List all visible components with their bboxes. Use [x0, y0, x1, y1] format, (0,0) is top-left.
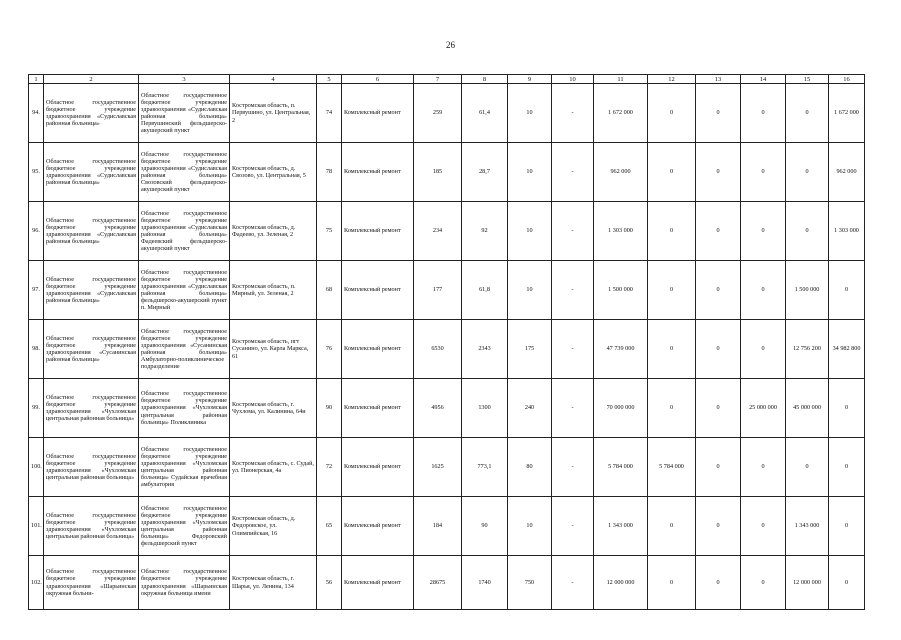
- work-type-cell: Комплексный ремонт: [342, 261, 414, 320]
- work-type-cell: Комплексный ремонт: [342, 84, 414, 143]
- address-cell: Костромская область, п. Первушино, ул. Центральная, 2: [230, 84, 317, 143]
- value-cell-13: 0: [696, 143, 741, 202]
- row-number: 101.: [29, 497, 44, 556]
- value-cell-9: 10: [508, 497, 552, 556]
- facility-cell: Областное государственное бюджетное учреждение здравоохранения «Судиславская районная больница» Свозовский фельдшерско-акушерский пункт: [139, 143, 230, 202]
- address-cell: Костромская область, с. Судай, ул. Пионерская, 4а: [230, 438, 317, 497]
- value-cell-9: 10: [508, 143, 552, 202]
- value-cell-8: 92: [462, 202, 508, 261]
- value-cell-12: 0: [648, 556, 696, 610]
- work-type-cell: Комплексный ремонт: [342, 438, 414, 497]
- institution-cell: Областное государственное бюджетное учреждение здравоохранения «Сусанинская районная больница»: [44, 320, 139, 379]
- value-cell-5: 78: [317, 143, 342, 202]
- register-table: [28, 74, 865, 610]
- value-cell-11: 1 500 000: [594, 261, 648, 320]
- institution-cell: Областное государственное бюджетное учреждение здравоохранения «Судиславская районная больница»: [44, 261, 139, 320]
- value-cell-5: 56: [317, 556, 342, 610]
- column-header: 6: [342, 75, 414, 84]
- value-cell-5: 74: [317, 84, 342, 143]
- value-cell-14: 0: [741, 202, 786, 261]
- value-cell-13: 0: [696, 84, 741, 143]
- address-cell: Костромская область, п. Мирный, ул. Зеленая, 2: [230, 261, 317, 320]
- institution-cell: Областное государственное бюджетное учреждение здравоохранения «Судиславская районная больница»: [44, 143, 139, 202]
- column-header: 9: [508, 75, 552, 84]
- institution-cell: Областное государственное бюджетное учреждение здравоохранения «Шарьинская окружная больни-: [44, 556, 139, 610]
- value-cell-11: 1 343 000: [594, 497, 648, 556]
- value-cell-8: 90: [462, 497, 508, 556]
- value-cell-5: 76: [317, 320, 342, 379]
- facility-cell: Областное государственное бюджетное учреждение здравоохранения «Судиславская районная больница» фельдшерско-акушерский пункт п. Мирный: [139, 261, 230, 320]
- value-cell-14: 0: [741, 143, 786, 202]
- value-cell-10: -: [552, 202, 594, 261]
- facility-cell: Областное государственное бюджетное учреждение здравоохранения «Чухломская центральная районная больница» Судайская врачебная амбулатория: [139, 438, 230, 497]
- value-cell-15: 0: [786, 202, 829, 261]
- value-cell-9: 175: [508, 320, 552, 379]
- value-cell-13: 0: [696, 556, 741, 610]
- value-cell-12: 0: [648, 379, 696, 438]
- value-cell-8: 61,8: [462, 261, 508, 320]
- column-header: 5: [317, 75, 342, 84]
- value-cell-8: 2343: [462, 320, 508, 379]
- row-number: 100.: [29, 438, 44, 497]
- value-cell-7: 6530: [414, 320, 462, 379]
- value-cell-11: 1 672 000: [594, 84, 648, 143]
- value-cell-15: 45 000 000: [786, 379, 829, 438]
- facility-cell: Областное государственное бюджетное учреждение здравоохранения «Чухломская центральная районная больница» Федоровский фельдшерский пункт: [139, 497, 230, 556]
- value-cell-9: 750: [508, 556, 552, 610]
- value-cell-7: 259: [414, 84, 462, 143]
- facility-cell: Областное государственное бюджетное учреждение здравоохранения «Шарьинская окружная больница имени: [139, 556, 230, 610]
- value-cell-15: 12 000 000: [786, 556, 829, 610]
- value-cell-16: 34 982 800: [829, 320, 865, 379]
- value-cell-16: 0: [829, 261, 865, 320]
- value-cell-10: -: [552, 438, 594, 497]
- value-cell-16: 0: [829, 556, 865, 610]
- column-header: 16: [829, 75, 865, 84]
- header-row: [29, 75, 865, 84]
- value-cell-5: 68: [317, 261, 342, 320]
- address-cell: Костромская область, д. Свозово, ул. Центральная, 5: [230, 143, 317, 202]
- institution-cell: Областное государственное бюджетное учреждение здравоохранения «Чухломская центральная районная больница»: [44, 497, 139, 556]
- value-cell-8: 773,1: [462, 438, 508, 497]
- address-cell: Костромская область, д. Фадеево, ул. Зеленая, 2: [230, 202, 317, 261]
- value-cell-5: 65: [317, 497, 342, 556]
- value-cell-9: 80: [508, 438, 552, 497]
- work-type-cell: Комплексный ремонт: [342, 202, 414, 261]
- value-cell-12: 0: [648, 84, 696, 143]
- column-header: 7: [414, 75, 462, 84]
- institution-cell: Областное государственное бюджетное учреждение здравоохранения «Чухломская центральная районная больница»: [44, 379, 139, 438]
- value-cell-10: -: [552, 497, 594, 556]
- work-type-cell: Комплексный ремонт: [342, 497, 414, 556]
- column-header: 13: [696, 75, 741, 84]
- value-cell-16: 1 303 000: [829, 202, 865, 261]
- value-cell-13: 0: [696, 497, 741, 556]
- column-header: 11: [594, 75, 648, 84]
- value-cell-7: 177: [414, 261, 462, 320]
- value-cell-14: 0: [741, 320, 786, 379]
- value-cell-13: 0: [696, 320, 741, 379]
- value-cell-12: 0: [648, 143, 696, 202]
- value-cell-11: 47 739 000: [594, 320, 648, 379]
- work-type-cell: Комплексный ремонт: [342, 556, 414, 610]
- address-cell: Костромская область, г. Шарья, ул. Ленина, 134: [230, 556, 317, 610]
- value-cell-14: 0: [741, 84, 786, 143]
- work-type-cell: Комплексный ремонт: [342, 379, 414, 438]
- row-number: 95.: [29, 143, 44, 202]
- table-row: [29, 320, 865, 379]
- value-cell-15: 1 500 000: [786, 261, 829, 320]
- value-cell-7: 234: [414, 202, 462, 261]
- address-cell: Костромская область, пгт Сусанино, ул. Карла Маркса, 61: [230, 320, 317, 379]
- value-cell-14: 0: [741, 497, 786, 556]
- value-cell-14: 0: [741, 261, 786, 320]
- value-cell-9: 10: [508, 202, 552, 261]
- value-cell-11: 5 784 000: [594, 438, 648, 497]
- row-number: 102.: [29, 556, 44, 610]
- value-cell-7: 1625: [414, 438, 462, 497]
- column-header: 3: [139, 75, 230, 84]
- value-cell-11: 1 303 000: [594, 202, 648, 261]
- value-cell-10: -: [552, 84, 594, 143]
- value-cell-12: 0: [648, 497, 696, 556]
- value-cell-16: 0: [829, 379, 865, 438]
- column-header: 12: [648, 75, 696, 84]
- value-cell-16: 0: [829, 497, 865, 556]
- facility-cell: Областное государственное бюджетное учреждение здравоохранения «Чухломская центральная районная больница» Поликлиника: [139, 379, 230, 438]
- value-cell-5: 75: [317, 202, 342, 261]
- row-number: 99.: [29, 379, 44, 438]
- institution-cell: Областное государственное бюджетное учреждение здравоохранения «Чухломская центральная районная больница»: [44, 438, 139, 497]
- column-header: 4: [230, 75, 317, 84]
- value-cell-15: 0: [786, 438, 829, 497]
- value-cell-15: 12 756 200: [786, 320, 829, 379]
- work-type-cell: Комплексный ремонт: [342, 143, 414, 202]
- table-row: [29, 438, 865, 497]
- row-number: 96.: [29, 202, 44, 261]
- value-cell-10: -: [552, 556, 594, 610]
- value-cell-8: 1300: [462, 379, 508, 438]
- value-cell-7: 184: [414, 497, 462, 556]
- value-cell-16: 1 672 000: [829, 84, 865, 143]
- column-header: 8: [462, 75, 508, 84]
- value-cell-7: 28675: [414, 556, 462, 610]
- facility-cell: Областное государственное бюджетное учреждение здравоохранения «Сусанинская районная больница» Амбулаторно-поликлиническое подразделение: [139, 320, 230, 379]
- value-cell-9: 10: [508, 261, 552, 320]
- column-header: 14: [741, 75, 786, 84]
- column-header: 15: [786, 75, 829, 84]
- value-cell-14: 0: [741, 438, 786, 497]
- value-cell-8: 28,7: [462, 143, 508, 202]
- table-row: [29, 261, 865, 320]
- table-row: [29, 202, 865, 261]
- value-cell-16: 0: [829, 438, 865, 497]
- value-cell-10: -: [552, 143, 594, 202]
- table-row: [29, 379, 865, 438]
- value-cell-10: -: [552, 320, 594, 379]
- value-cell-5: 90: [317, 379, 342, 438]
- column-header: 1: [29, 75, 44, 84]
- value-cell-12: 0: [648, 202, 696, 261]
- value-cell-7: 185: [414, 143, 462, 202]
- institution-cell: Областное государственное бюджетное учреждение здравоохранения «Судиславская районная больница»: [44, 202, 139, 261]
- value-cell-13: 0: [696, 438, 741, 497]
- value-cell-15: 0: [786, 143, 829, 202]
- value-cell-11: 12 000 000: [594, 556, 648, 610]
- value-cell-9: 240: [508, 379, 552, 438]
- value-cell-14: 0: [741, 556, 786, 610]
- address-cell: Костромская область, д. Федоровское, ул. Олимпийская, 16: [230, 497, 317, 556]
- row-number: 97.: [29, 261, 44, 320]
- row-number: 98.: [29, 320, 44, 379]
- work-type-cell: Комплексный ремонт: [342, 320, 414, 379]
- value-cell-11: 962 000: [594, 143, 648, 202]
- value-cell-15: 1 343 000: [786, 497, 829, 556]
- value-cell-13: 0: [696, 261, 741, 320]
- value-cell-10: -: [552, 379, 594, 438]
- value-cell-8: 61,4: [462, 84, 508, 143]
- column-header: 2: [44, 75, 139, 84]
- value-cell-12: 0: [648, 320, 696, 379]
- row-number: 94.: [29, 84, 44, 143]
- table-row: [29, 556, 865, 610]
- value-cell-13: 0: [696, 379, 741, 438]
- column-header: 10: [552, 75, 594, 84]
- value-cell-14: 25 000 000: [741, 379, 786, 438]
- value-cell-9: 10: [508, 84, 552, 143]
- value-cell-10: -: [552, 261, 594, 320]
- value-cell-5: 72: [317, 438, 342, 497]
- table-row: [29, 84, 865, 143]
- address-cell: Костромская область, г. Чухлома, ул. Калинина, 64и: [230, 379, 317, 438]
- value-cell-12: 5 784 000: [648, 438, 696, 497]
- value-cell-16: 962 000: [829, 143, 865, 202]
- value-cell-7: 4956: [414, 379, 462, 438]
- value-cell-15: 0: [786, 84, 829, 143]
- institution-cell: Областное государственное бюджетное учреждение здравоохранения «Судиславская районная больница»: [44, 84, 139, 143]
- value-cell-11: 70 000 000: [594, 379, 648, 438]
- table-row: [29, 497, 865, 556]
- page-number: 26: [446, 40, 455, 50]
- value-cell-13: 0: [696, 202, 741, 261]
- table-row: [29, 143, 865, 202]
- value-cell-8: 1740: [462, 556, 508, 610]
- value-cell-12: 0: [648, 261, 696, 320]
- facility-cell: Областное государственное бюджетное учреждение здравоохранения «Судиславская районная больница» Первушинский фельдшерско-акушерский пункт: [139, 84, 230, 143]
- facility-cell: Областное государственное бюджетное учреждение здравоохранения «Судиславская районная больница» Фадеевский фельдшерско-акушерский пункт: [139, 202, 230, 261]
